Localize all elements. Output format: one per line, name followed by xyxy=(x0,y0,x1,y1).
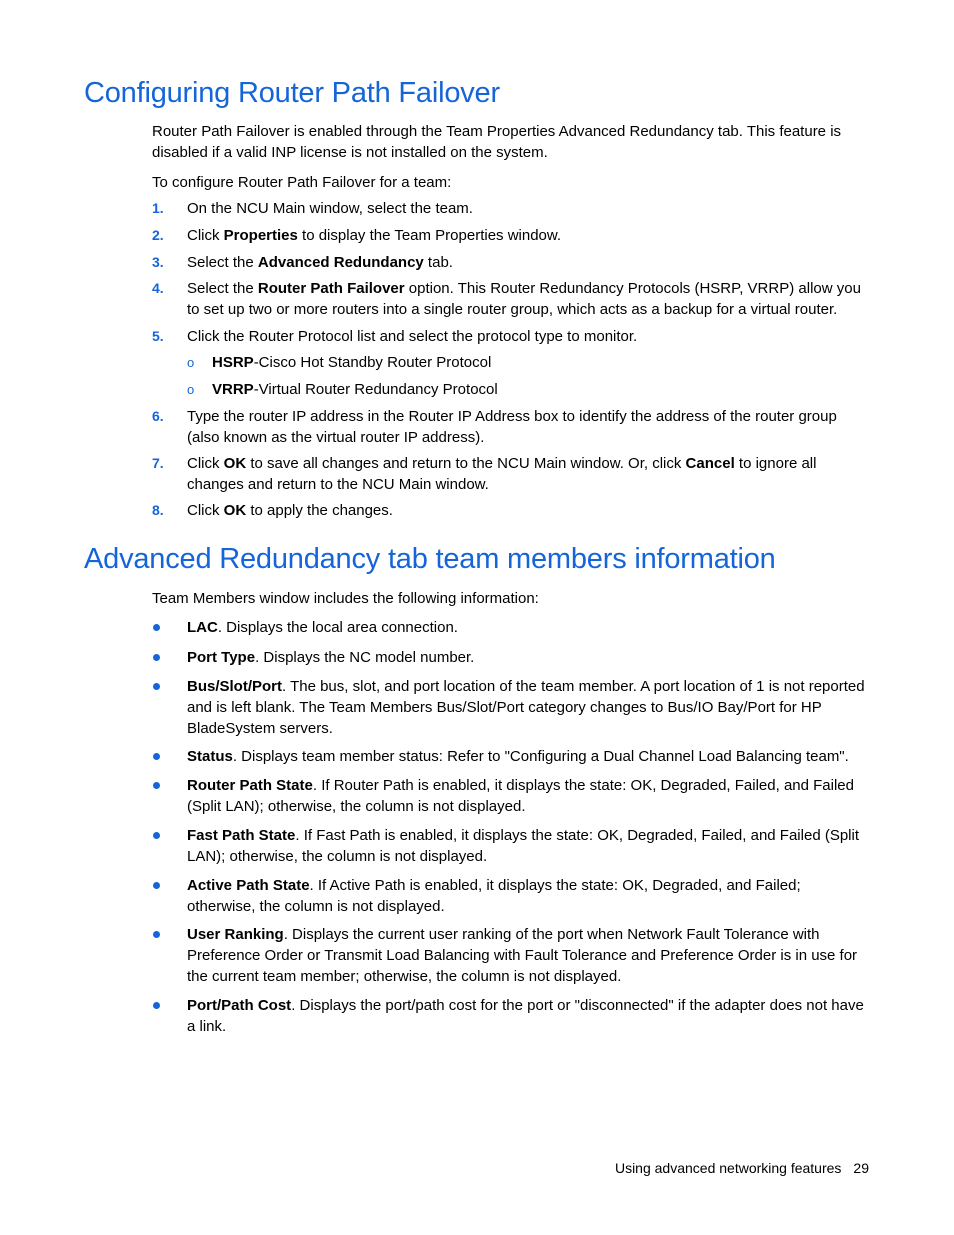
bullet-icon xyxy=(153,753,160,760)
step-text: Select the Advanced Redundancy tab. xyxy=(187,254,453,271)
info-text: Active Path State. If Active Path is enabled, it displays the state: OK, Degraded, and Failed; otherwise, the column is not displayed. xyxy=(187,877,801,915)
step-text: Click the Router Protocol list and select the protocol type to monitor. xyxy=(187,328,638,345)
section2-intro: Team Members window includes the following information: xyxy=(152,590,539,607)
info-text: Router Path State. If Router Path is enabled, it displays the state: OK, Degraded, Failed, and Failed (Split LAN); otherwise, the column is not displayed. xyxy=(187,777,854,815)
step-text: Select the Router Path Failover option. This Router Redundancy Protocols (HSRP, VRRP) allow you to set up two or more routers into a single router group, which acts as a backup for a virtual router. xyxy=(187,280,861,318)
step-number: 1. xyxy=(152,200,164,216)
step-text: Click Properties to display the Team Properties window. xyxy=(187,227,562,244)
bullet-icon xyxy=(153,832,160,839)
info-text: Port Type. Displays the NC model number. xyxy=(187,649,475,666)
bullet-icon xyxy=(153,1002,160,1009)
bullet-icon xyxy=(153,882,160,889)
step-number: 7. xyxy=(152,455,164,471)
step-number: 2. xyxy=(152,227,164,243)
bullet-icon xyxy=(153,624,160,631)
bullet-icon xyxy=(153,654,160,661)
section-title-team-members-info: Advanced Redundancy tab team members information xyxy=(84,543,776,575)
step-text: Click OK to save all changes and return to the NCU Main window. Or, click Cancel to ignore all changes and return to the NCU Main window. xyxy=(187,455,817,493)
step-number: 5. xyxy=(152,328,164,344)
step-text: On the NCU Main window, select the team. xyxy=(187,200,473,217)
page-footer xyxy=(560,1158,869,1178)
step-number: 4. xyxy=(152,280,164,296)
info-text: Fast Path State. If Fast Path is enabled, it displays the state: OK, Degraded, Failed, and Failed (Split LAN); otherwise, the column is not displayed. xyxy=(187,827,860,865)
step-text: Type the router IP address in the Router IP Address box to identify the address of the router group (also known as the virtual router IP address). xyxy=(187,408,837,446)
section1-lead: To configure Router Path Failover for a team: xyxy=(152,174,452,191)
step-number: 6. xyxy=(152,408,164,424)
step-number: 3. xyxy=(152,254,164,270)
info-text: Status. Displays team member status: Refer to "Configuring a Dual Channel Load Balancing team". xyxy=(187,748,849,765)
info-text: Port/Path Cost. Displays the port/path cost for the port or "disconnected" if the adapter does not have a link. xyxy=(187,997,864,1035)
section-title-router-path-failover: Configuring Router Path Failover xyxy=(84,77,500,109)
step-text: Click OK to apply the changes. xyxy=(187,502,393,519)
info-text: Bus/Slot/Port. The bus, slot, and port location of the team member. A port location of 1 is not reported and is left blank. The Team Members Bus/Slot/Port category changes to Bus/IO Bay/Port for HP BladeSystem servers. xyxy=(187,678,865,737)
protocol-text: HSRP-Cisco Hot Standby Router Protocol xyxy=(212,354,492,371)
footer-chapter-title: Using advanced networking features xyxy=(614,1160,842,1176)
info-text: LAC. Displays the local area connection. xyxy=(187,619,458,636)
bullet-icon xyxy=(153,931,160,938)
circle-bullet-icon: o xyxy=(187,382,195,397)
bullet-icon xyxy=(153,683,160,690)
step-number: 8. xyxy=(152,502,164,518)
section1-intro: Router Path Failover is enabled through the Team Properties Advanced Redundancy tab. This feature is disabled if a valid INP license is not installed on the system. xyxy=(152,123,842,161)
bullet-icon xyxy=(153,782,160,789)
circle-bullet-icon: o xyxy=(187,355,195,370)
page-number: 29 xyxy=(853,1160,869,1176)
protocol-text: VRRP-Virtual Router Redundancy Protocol xyxy=(212,381,498,398)
info-text: User Ranking. Displays the current user ranking of the port when Network Fault Tolerance with Preference Order or Transmit Load Balancing with Fault Tolerance and Preference Order is in use for the current team member; otherwise, the column is not displayed. xyxy=(187,926,858,985)
